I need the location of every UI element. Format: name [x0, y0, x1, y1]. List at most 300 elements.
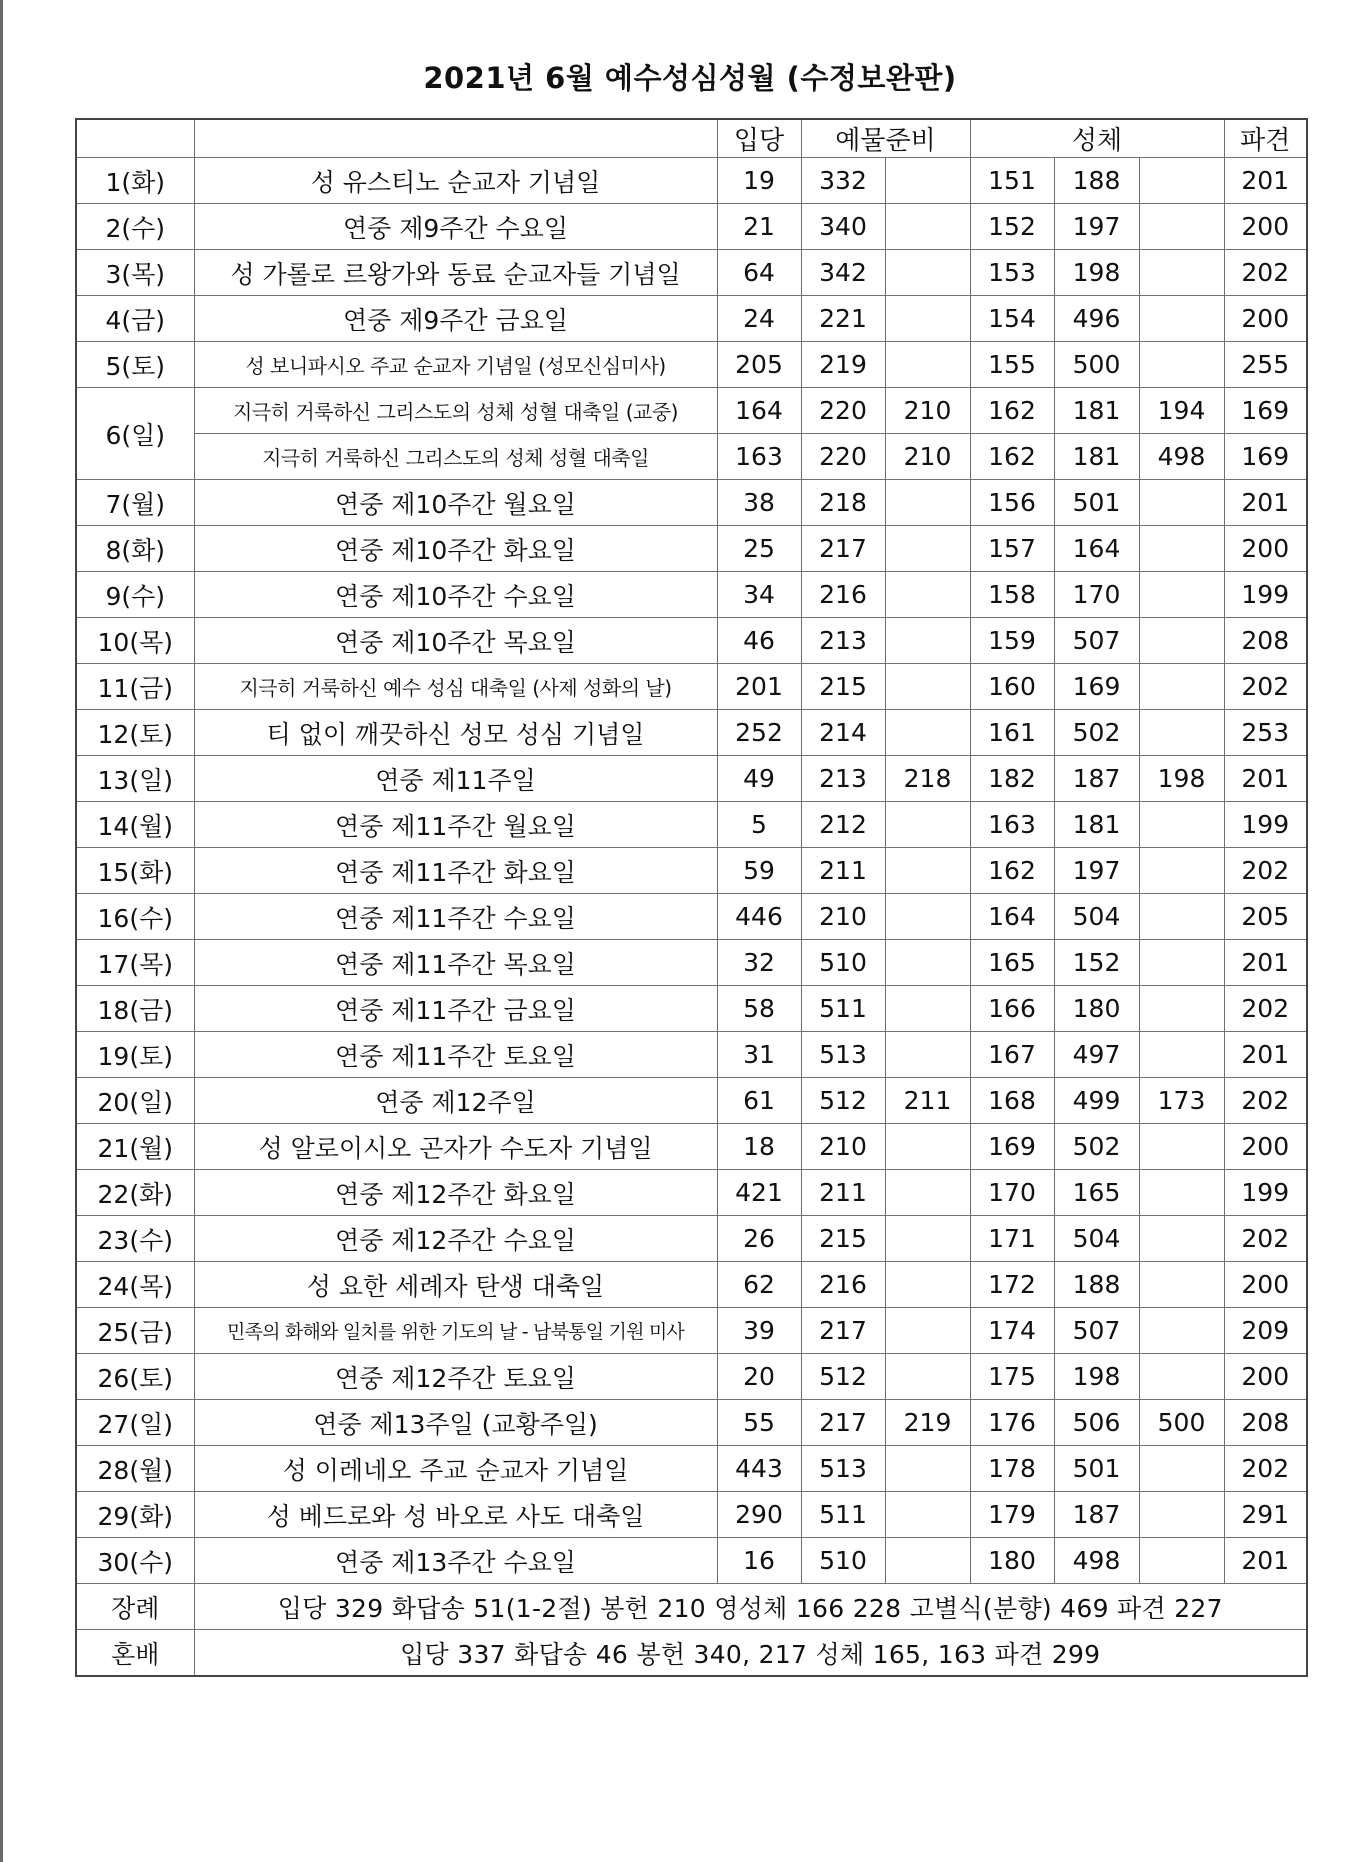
offertory-hymn-cell: 220 [801, 434, 885, 480]
offertory-hymn-cell: 216 [801, 1262, 885, 1308]
communion-hymn-cell: 172 [970, 1262, 1054, 1308]
date-cell: 1(화) [76, 158, 194, 204]
table-row [76, 664, 1307, 710]
communion-hymn-cell [1139, 1492, 1224, 1538]
offertory-hymn-cell [885, 1262, 970, 1308]
entrance-hymn-cell: 421 [717, 1170, 801, 1216]
communion-hymn-cell [1139, 480, 1224, 526]
celebration-cell: 연중 제12주간 화요일 [194, 1170, 717, 1216]
table-row [76, 434, 1307, 480]
communion-hymn-cell: 170 [970, 1170, 1054, 1216]
header-recessional: 파견 [1224, 119, 1307, 158]
communion-hymn-cell: 187 [1054, 756, 1139, 802]
offertory-hymn-cell [885, 204, 970, 250]
offertory-hymn-cell [885, 526, 970, 572]
communion-hymn-cell: 194 [1139, 388, 1224, 434]
date-cell: 16(수) [76, 894, 194, 940]
table-row [76, 1354, 1307, 1400]
recessional-hymn-cell: 205 [1224, 894, 1307, 940]
offertory-hymn-cell: 215 [801, 1216, 885, 1262]
communion-hymn-cell [1139, 1216, 1224, 1262]
communion-hymn-cell: 170 [1054, 572, 1139, 618]
communion-hymn-cell: 187 [1054, 1492, 1139, 1538]
celebration-cell: 성 이레네오 주교 순교자 기념일 [194, 1446, 717, 1492]
offertory-hymn-cell: 210 [885, 434, 970, 480]
communion-hymn-cell: 180 [1054, 986, 1139, 1032]
communion-hymn-cell: 496 [1054, 296, 1139, 342]
offertory-hymn-cell: 332 [801, 158, 885, 204]
offertory-hymn-cell [885, 480, 970, 526]
footer-hymn-list: 입당 329 화답송 51(1-2절) 봉헌 210 영성체 166 228 고별식(분향) 469 파견 227 [194, 1584, 1307, 1630]
offertory-hymn-cell: 210 [801, 894, 885, 940]
communion-hymn-cell: 188 [1054, 158, 1139, 204]
communion-hymn-cell [1139, 940, 1224, 986]
date-cell: 30(수) [76, 1538, 194, 1584]
communion-hymn-cell [1139, 802, 1224, 848]
communion-hymn-cell: 166 [970, 986, 1054, 1032]
recessional-hymn-cell: 202 [1224, 986, 1307, 1032]
offertory-hymn-cell [885, 1492, 970, 1538]
offertory-hymn-cell: 512 [801, 1354, 885, 1400]
offertory-hymn-cell: 217 [801, 526, 885, 572]
communion-hymn-cell [1139, 894, 1224, 940]
offertory-hymn-cell: 340 [801, 204, 885, 250]
recessional-hymn-cell: 201 [1224, 158, 1307, 204]
entrance-hymn-cell: 446 [717, 894, 801, 940]
date-cell: 4(금) [76, 296, 194, 342]
communion-hymn-cell: 152 [1054, 940, 1139, 986]
table-row [76, 388, 1307, 434]
offertory-hymn-cell [885, 848, 970, 894]
footer-row [76, 1584, 1307, 1630]
entrance-hymn-cell: 25 [717, 526, 801, 572]
celebration-cell: 연중 제10주간 목요일 [194, 618, 717, 664]
date-cell: 28(월) [76, 1446, 194, 1492]
entrance-hymn-cell: 61 [717, 1078, 801, 1124]
table-row [76, 756, 1307, 802]
date-cell: 12(토) [76, 710, 194, 756]
offertory-hymn-cell: 215 [801, 664, 885, 710]
date-cell: 6(일) [76, 388, 194, 480]
communion-hymn-cell: 169 [1054, 664, 1139, 710]
offertory-hymn-cell [885, 250, 970, 296]
celebration-cell: 연중 제10주간 화요일 [194, 526, 717, 572]
table-row [76, 250, 1307, 296]
celebration-cell: 연중 제9주간 수요일 [194, 204, 717, 250]
entrance-hymn-cell: 59 [717, 848, 801, 894]
recessional-hymn-cell: 202 [1224, 250, 1307, 296]
offertory-hymn-cell: 219 [801, 342, 885, 388]
header-communion: 성체 [970, 119, 1224, 158]
table-row [76, 1216, 1307, 1262]
date-cell: 14(월) [76, 802, 194, 848]
communion-hymn-cell: 164 [1054, 526, 1139, 572]
communion-hymn-cell: 155 [970, 342, 1054, 388]
recessional-hymn-cell: 202 [1224, 848, 1307, 894]
communion-hymn-cell: 159 [970, 618, 1054, 664]
communion-hymn-cell: 198 [1139, 756, 1224, 802]
entrance-hymn-cell: 16 [717, 1538, 801, 1584]
communion-hymn-cell: 500 [1139, 1400, 1224, 1446]
recessional-hymn-cell: 169 [1224, 434, 1307, 480]
offertory-hymn-cell [885, 1216, 970, 1262]
communion-hymn-cell [1139, 848, 1224, 894]
recessional-hymn-cell: 202 [1224, 1446, 1307, 1492]
date-cell: 24(목) [76, 1262, 194, 1308]
entrance-hymn-cell: 64 [717, 250, 801, 296]
entrance-hymn-cell: 5 [717, 802, 801, 848]
communion-hymn-cell: 163 [970, 802, 1054, 848]
communion-hymn-cell: 497 [1054, 1032, 1139, 1078]
offertory-hymn-cell [885, 1308, 970, 1354]
hymn-schedule-table [75, 118, 1308, 1677]
date-cell: 5(토) [76, 342, 194, 388]
recessional-hymn-cell: 253 [1224, 710, 1307, 756]
celebration-cell: 연중 제11주간 월요일 [194, 802, 717, 848]
offertory-hymn-cell [885, 664, 970, 710]
table-row [76, 1124, 1307, 1170]
communion-hymn-cell: 162 [970, 848, 1054, 894]
offertory-hymn-cell [885, 1032, 970, 1078]
communion-hymn-cell: 507 [1054, 1308, 1139, 1354]
table-row [76, 1308, 1307, 1354]
entrance-hymn-cell: 49 [717, 756, 801, 802]
entrance-hymn-cell: 58 [717, 986, 801, 1032]
recessional-hymn-cell: 201 [1224, 756, 1307, 802]
header-entrance: 입당 [717, 119, 801, 158]
offertory-hymn-cell: 511 [801, 986, 885, 1032]
communion-hymn-cell [1139, 1308, 1224, 1354]
table-row [76, 940, 1307, 986]
table-row [76, 618, 1307, 664]
entrance-hymn-cell: 38 [717, 480, 801, 526]
recessional-hymn-cell: 291 [1224, 1492, 1307, 1538]
offertory-hymn-cell [885, 986, 970, 1032]
date-cell: 29(화) [76, 1492, 194, 1538]
communion-hymn-cell: 501 [1054, 480, 1139, 526]
celebration-cell: 지극히 거룩하신 그리스도의 성체 성혈 대축일 [194, 434, 717, 480]
offertory-hymn-cell: 213 [801, 756, 885, 802]
communion-hymn-cell: 179 [970, 1492, 1054, 1538]
date-cell: 10(목) [76, 618, 194, 664]
communion-hymn-cell: 162 [970, 388, 1054, 434]
offertory-hymn-cell: 211 [801, 848, 885, 894]
communion-hymn-cell: 171 [970, 1216, 1054, 1262]
communion-hymn-cell: 501 [1054, 1446, 1139, 1492]
entrance-hymn-cell: 34 [717, 572, 801, 618]
offertory-hymn-cell [885, 710, 970, 756]
recessional-hymn-cell: 200 [1224, 296, 1307, 342]
entrance-hymn-cell: 163 [717, 434, 801, 480]
recessional-hymn-cell: 255 [1224, 342, 1307, 388]
celebration-cell: 연중 제11주간 수요일 [194, 894, 717, 940]
table-row [76, 480, 1307, 526]
celebration-cell: 연중 제12주일 [194, 1078, 717, 1124]
offertory-hymn-cell: 211 [801, 1170, 885, 1216]
date-cell: 3(목) [76, 250, 194, 296]
recessional-hymn-cell: 202 [1224, 1078, 1307, 1124]
table-row [76, 526, 1307, 572]
offertory-hymn-cell: 210 [801, 1124, 885, 1170]
date-cell: 26(토) [76, 1354, 194, 1400]
table-row [76, 342, 1307, 388]
offertory-hymn-cell: 216 [801, 572, 885, 618]
entrance-hymn-cell: 205 [717, 342, 801, 388]
recessional-hymn-cell: 200 [1224, 1262, 1307, 1308]
footer-row [76, 1630, 1307, 1677]
footer-label: 혼배 [76, 1630, 194, 1677]
communion-hymn-cell: 160 [970, 664, 1054, 710]
communion-hymn-cell: 158 [970, 572, 1054, 618]
communion-hymn-cell: 161 [970, 710, 1054, 756]
header-celebration [194, 119, 717, 158]
date-cell: 9(수) [76, 572, 194, 618]
table-header-row [76, 119, 1307, 158]
offertory-hymn-cell [885, 1538, 970, 1584]
communion-hymn-cell: 157 [970, 526, 1054, 572]
communion-hymn-cell [1139, 158, 1224, 204]
communion-hymn-cell: 153 [970, 250, 1054, 296]
offertory-hymn-cell: 513 [801, 1032, 885, 1078]
page-left-edge [0, 0, 3, 1862]
communion-hymn-cell: 500 [1054, 342, 1139, 388]
date-cell: 13(일) [76, 756, 194, 802]
offertory-hymn-cell: 213 [801, 618, 885, 664]
communion-hymn-cell [1139, 1538, 1224, 1584]
date-cell: 25(금) [76, 1308, 194, 1354]
communion-hymn-cell: 162 [970, 434, 1054, 480]
offertory-hymn-cell [885, 296, 970, 342]
communion-hymn-cell: 181 [1054, 434, 1139, 480]
communion-hymn-cell: 156 [970, 480, 1054, 526]
offertory-hymn-cell: 221 [801, 296, 885, 342]
table-row [76, 296, 1307, 342]
date-cell: 8(화) [76, 526, 194, 572]
entrance-hymn-cell: 32 [717, 940, 801, 986]
recessional-hymn-cell: 201 [1224, 480, 1307, 526]
celebration-cell: 연중 제11주간 목요일 [194, 940, 717, 986]
date-cell: 19(토) [76, 1032, 194, 1078]
communion-hymn-cell: 167 [970, 1032, 1054, 1078]
communion-hymn-cell: 165 [970, 940, 1054, 986]
offertory-hymn-cell: 218 [801, 480, 885, 526]
recessional-hymn-cell: 200 [1224, 1354, 1307, 1400]
recessional-hymn-cell: 201 [1224, 940, 1307, 986]
celebration-cell: 연중 제10주간 수요일 [194, 572, 717, 618]
communion-hymn-cell [1139, 710, 1224, 756]
communion-hymn-cell: 151 [970, 158, 1054, 204]
celebration-cell: 연중 제13주간 수요일 [194, 1538, 717, 1584]
communion-hymn-cell: 498 [1139, 434, 1224, 480]
entrance-hymn-cell: 290 [717, 1492, 801, 1538]
communion-hymn-cell [1139, 1354, 1224, 1400]
communion-hymn-cell [1139, 1262, 1224, 1308]
entrance-hymn-cell: 20 [717, 1354, 801, 1400]
offertory-hymn-cell: 212 [801, 802, 885, 848]
offertory-hymn-cell [885, 342, 970, 388]
communion-hymn-cell: 176 [970, 1400, 1054, 1446]
communion-hymn-cell [1139, 986, 1224, 1032]
celebration-cell: 성 베드로와 성 바오로 사도 대축일 [194, 1492, 717, 1538]
celebration-cell: 성 요한 세례자 탄생 대축일 [194, 1262, 717, 1308]
communion-hymn-cell: 180 [970, 1538, 1054, 1584]
communion-hymn-cell [1139, 250, 1224, 296]
date-cell: 27(일) [76, 1400, 194, 1446]
date-cell: 2(수) [76, 204, 194, 250]
offertory-hymn-cell: 218 [885, 756, 970, 802]
communion-hymn-cell: 502 [1054, 710, 1139, 756]
celebration-cell: 지극히 거룩하신 그리스도의 성체 성혈 대축일 (교중) [194, 388, 717, 434]
communion-hymn-cell [1139, 618, 1224, 664]
recessional-hymn-cell: 200 [1224, 1124, 1307, 1170]
offertory-hymn-cell: 510 [801, 940, 885, 986]
communion-hymn-cell: 154 [970, 296, 1054, 342]
recessional-hymn-cell: 208 [1224, 618, 1307, 664]
entrance-hymn-cell: 55 [717, 1400, 801, 1446]
offertory-hymn-cell: 214 [801, 710, 885, 756]
celebration-cell: 성 알로이시오 곤자가 수도자 기념일 [194, 1124, 717, 1170]
entrance-hymn-cell: 31 [717, 1032, 801, 1078]
table-row [76, 1032, 1307, 1078]
offertory-hymn-cell [885, 158, 970, 204]
celebration-cell: 연중 제12주간 토요일 [194, 1354, 717, 1400]
table-row [76, 802, 1307, 848]
communion-hymn-cell: 175 [970, 1354, 1054, 1400]
offertory-hymn-cell: 510 [801, 1538, 885, 1584]
offertory-hymn-cell [885, 802, 970, 848]
entrance-hymn-cell: 443 [717, 1446, 801, 1492]
communion-hymn-cell: 498 [1054, 1538, 1139, 1584]
date-cell: 18(금) [76, 986, 194, 1032]
date-cell: 7(월) [76, 480, 194, 526]
table-row [76, 1538, 1307, 1584]
offertory-hymn-cell [885, 894, 970, 940]
celebration-cell: 성 유스티노 순교자 기념일 [194, 158, 717, 204]
offertory-hymn-cell: 217 [801, 1308, 885, 1354]
offertory-hymn-cell [885, 1354, 970, 1400]
recessional-hymn-cell: 201 [1224, 1538, 1307, 1584]
recessional-hymn-cell: 201 [1224, 1032, 1307, 1078]
entrance-hymn-cell: 39 [717, 1308, 801, 1354]
communion-hymn-cell: 165 [1054, 1170, 1139, 1216]
communion-hymn-cell: 164 [970, 894, 1054, 940]
entrance-hymn-cell: 46 [717, 618, 801, 664]
communion-hymn-cell: 507 [1054, 618, 1139, 664]
date-cell: 11(금) [76, 664, 194, 710]
header-date [76, 119, 194, 158]
communion-hymn-cell: 197 [1054, 204, 1139, 250]
celebration-cell: 연중 제9주간 금요일 [194, 296, 717, 342]
recessional-hymn-cell: 199 [1224, 1170, 1307, 1216]
celebration-cell: 연중 제11주일 [194, 756, 717, 802]
recessional-hymn-cell: 208 [1224, 1400, 1307, 1446]
footer-label: 장례 [76, 1584, 194, 1630]
communion-hymn-cell: 168 [970, 1078, 1054, 1124]
recessional-hymn-cell: 169 [1224, 388, 1307, 434]
offertory-hymn-cell [885, 618, 970, 664]
communion-hymn-cell: 504 [1054, 894, 1139, 940]
communion-hymn-cell: 182 [970, 756, 1054, 802]
entrance-hymn-cell: 164 [717, 388, 801, 434]
table-row [76, 1446, 1307, 1492]
date-cell: 21(월) [76, 1124, 194, 1170]
celebration-cell: 연중 제11주간 금요일 [194, 986, 717, 1032]
communion-hymn-cell [1139, 296, 1224, 342]
communion-hymn-cell: 169 [970, 1124, 1054, 1170]
recessional-hymn-cell: 200 [1224, 204, 1307, 250]
recessional-hymn-cell: 202 [1224, 1216, 1307, 1262]
header-offertory: 예물준비 [801, 119, 970, 158]
offertory-hymn-cell: 512 [801, 1078, 885, 1124]
communion-hymn-cell: 506 [1054, 1400, 1139, 1446]
communion-hymn-cell: 181 [1054, 388, 1139, 434]
date-cell: 20(일) [76, 1078, 194, 1124]
celebration-cell: 연중 제11주간 화요일 [194, 848, 717, 894]
celebration-cell: 민족의 화해와 일치를 위한 기도의 날 - 남북통일 기원 미사 [194, 1308, 717, 1354]
offertory-hymn-cell: 513 [801, 1446, 885, 1492]
entrance-hymn-cell: 19 [717, 158, 801, 204]
communion-hymn-cell [1139, 1032, 1224, 1078]
date-cell: 22(화) [76, 1170, 194, 1216]
communion-hymn-cell: 197 [1054, 848, 1139, 894]
offertory-hymn-cell: 217 [801, 1400, 885, 1446]
communion-hymn-cell: 173 [1139, 1078, 1224, 1124]
communion-hymn-cell: 181 [1054, 802, 1139, 848]
entrance-hymn-cell: 24 [717, 296, 801, 342]
communion-hymn-cell [1139, 664, 1224, 710]
document-title: 2021년 6월 예수성심성월 (수정보완판) [423, 61, 957, 95]
communion-hymn-cell: 198 [1054, 250, 1139, 296]
celebration-cell: 연중 제13주일 (교황주일) [194, 1400, 717, 1446]
footer-hymn-list: 입당 337 화답송 46 봉헌 340, 217 성체 165, 163 파견 299 [194, 1630, 1307, 1677]
communion-hymn-cell [1139, 1124, 1224, 1170]
offertory-hymn-cell [885, 1124, 970, 1170]
communion-hymn-cell: 152 [970, 204, 1054, 250]
date-cell: 17(목) [76, 940, 194, 986]
recessional-hymn-cell: 209 [1224, 1308, 1307, 1354]
table-row [76, 986, 1307, 1032]
celebration-cell: 연중 제12주간 수요일 [194, 1216, 717, 1262]
recessional-hymn-cell: 200 [1224, 526, 1307, 572]
offertory-hymn-cell [885, 1170, 970, 1216]
celebration-cell: 성 가롤로 르왕가와 동료 순교자들 기념일 [194, 250, 717, 296]
table-row [76, 1492, 1307, 1538]
table-row [76, 848, 1307, 894]
recessional-hymn-cell: 199 [1224, 572, 1307, 618]
communion-hymn-cell [1139, 1170, 1224, 1216]
communion-hymn-cell: 502 [1054, 1124, 1139, 1170]
offertory-hymn-cell: 219 [885, 1400, 970, 1446]
offertory-hymn-cell [885, 940, 970, 986]
offertory-hymn-cell [885, 1446, 970, 1492]
table-row [76, 894, 1307, 940]
offertory-hymn-cell: 511 [801, 1492, 885, 1538]
celebration-cell: 연중 제10주간 월요일 [194, 480, 717, 526]
communion-hymn-cell: 504 [1054, 1216, 1139, 1262]
table-row [76, 572, 1307, 618]
table-row [76, 1262, 1307, 1308]
table-row [76, 1400, 1307, 1446]
table-row [76, 1170, 1307, 1216]
celebration-cell: 티 없이 깨끗하신 성모 성심 기념일 [194, 710, 717, 756]
date-cell: 23(수) [76, 1216, 194, 1262]
offertory-hymn-cell: 211 [885, 1078, 970, 1124]
date-cell: 15(화) [76, 848, 194, 894]
table-row [76, 710, 1307, 756]
communion-hymn-cell: 174 [970, 1308, 1054, 1354]
entrance-hymn-cell: 21 [717, 204, 801, 250]
offertory-hymn-cell [885, 572, 970, 618]
